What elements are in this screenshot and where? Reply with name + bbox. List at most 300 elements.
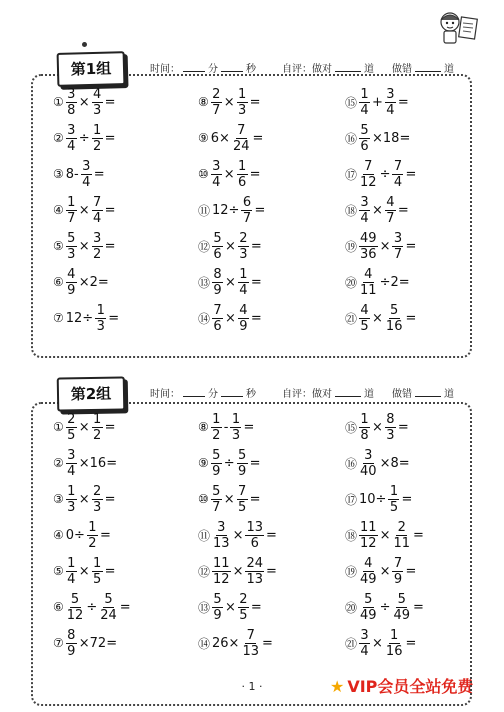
numerator: 11 xyxy=(360,519,377,535)
operator-text: ×16= xyxy=(78,455,118,471)
problem-number: ② xyxy=(53,131,64,145)
problem-item xyxy=(53,517,112,553)
operator-text: = xyxy=(104,491,116,507)
problem-number: ④ xyxy=(53,528,64,542)
operator-text: = xyxy=(104,563,116,579)
operator-text: = xyxy=(249,455,261,471)
numerator: 2 xyxy=(397,519,406,535)
page-number: · 1 · xyxy=(241,680,263,693)
operator-text: = xyxy=(104,202,116,218)
fraction xyxy=(359,304,370,333)
problem-number: ⑦ xyxy=(53,311,64,325)
operator-text: = xyxy=(104,94,116,110)
problem-number: ① xyxy=(53,95,64,109)
numerator: 5 xyxy=(212,483,221,499)
problem-item xyxy=(53,481,117,517)
operator-text: = xyxy=(405,238,417,254)
operator-text: = xyxy=(405,310,417,326)
operator-text: × xyxy=(232,563,244,579)
numerator: 1 xyxy=(238,158,247,174)
numerator: 4 xyxy=(239,302,248,318)
numerator: 13 xyxy=(246,519,264,535)
denominator: 4 xyxy=(239,282,248,298)
problem-number: ⑥ xyxy=(53,600,64,614)
problem-number: ⑨ xyxy=(198,456,209,470)
fraction xyxy=(92,88,103,117)
fraction xyxy=(66,268,77,297)
problem-item xyxy=(198,445,262,481)
exercise-group-2 xyxy=(0,372,504,672)
problem-item xyxy=(198,553,278,589)
denominator: 5 xyxy=(389,499,399,515)
fraction xyxy=(359,160,378,189)
operator-text: = xyxy=(254,202,266,218)
operator-text: × xyxy=(372,202,383,218)
numerator: 8 xyxy=(213,266,222,282)
denominator: 24 xyxy=(232,138,250,154)
operator-text: ÷ xyxy=(78,130,90,146)
operator-text: = xyxy=(250,238,262,254)
denominator: 3 xyxy=(239,246,248,262)
fraction xyxy=(212,268,223,297)
denominator: 4 xyxy=(212,174,221,190)
denominator: 40 xyxy=(360,463,377,479)
numerator: 3 xyxy=(93,230,102,246)
numerator: 3 xyxy=(67,122,76,138)
numerator: 1 xyxy=(67,194,76,210)
denominator: 9 xyxy=(238,463,247,479)
fraction xyxy=(66,413,77,442)
fraction xyxy=(66,124,77,153)
operator-text: = xyxy=(250,274,262,290)
numerator: 4 xyxy=(93,86,102,102)
problem-number: ⑩ xyxy=(198,167,209,181)
numerator: 4 xyxy=(364,266,373,282)
operator-text: 12÷ xyxy=(65,310,94,326)
operator-text: × xyxy=(372,635,383,651)
operator-text: 10÷ xyxy=(359,491,387,507)
numerator: 5 xyxy=(104,591,113,607)
numerator: 1 xyxy=(67,483,76,499)
fraction xyxy=(385,88,396,117)
operator-text: × xyxy=(78,202,90,218)
problem-item xyxy=(198,156,262,192)
blank-seconds[interactable] xyxy=(221,62,243,72)
fraction xyxy=(66,232,77,261)
problem-item xyxy=(53,409,117,445)
operator-text: + xyxy=(372,94,383,110)
fraction xyxy=(359,413,370,442)
group-title: 第1组 xyxy=(57,51,126,87)
self-eval-label: 自评：做对 xyxy=(282,64,332,75)
numerator: 4 xyxy=(360,302,369,318)
numerator: 7 xyxy=(93,194,102,210)
problem-item xyxy=(198,192,266,228)
numerator: 4 xyxy=(67,266,76,282)
operator-text: 26× xyxy=(212,635,240,651)
problem-number: ⑫ xyxy=(198,239,211,254)
denominator: 9 xyxy=(213,282,222,298)
problem-number: ⑲ xyxy=(345,239,358,254)
operator-text: = xyxy=(93,166,105,182)
denominator: 8 xyxy=(360,427,369,443)
denominator: 11 xyxy=(360,282,377,298)
operator-text: ÷2= xyxy=(379,274,410,290)
pin-icon xyxy=(82,42,87,47)
numerator: 3 xyxy=(364,447,373,463)
denominator: 4 xyxy=(393,174,403,190)
fraction xyxy=(211,485,222,514)
wrong-label: 做错 xyxy=(392,389,412,400)
problem-item xyxy=(345,300,417,336)
problem-number: ⑧ xyxy=(198,420,209,434)
problem-item xyxy=(345,84,410,120)
denominator: 4 xyxy=(67,138,76,154)
denominator: 9 xyxy=(212,463,221,479)
denominator: 3 xyxy=(93,499,102,515)
numerator: 1 xyxy=(239,266,248,282)
problem-item xyxy=(198,625,274,661)
problem-item xyxy=(198,84,262,120)
problem-number: ② xyxy=(53,456,64,470)
denominator: 9 xyxy=(213,607,222,623)
problem-item xyxy=(345,589,425,625)
blank-wrong[interactable] xyxy=(415,387,441,397)
numerator: 5 xyxy=(360,122,369,138)
operator-text: × xyxy=(223,166,235,182)
problem-item xyxy=(53,156,106,192)
problem-number: ③ xyxy=(53,492,64,506)
fraction xyxy=(237,88,248,117)
numerator: 3 xyxy=(360,627,369,643)
operator-text: 12÷ xyxy=(212,202,240,218)
problem-item xyxy=(198,517,278,553)
denominator: 3 xyxy=(386,427,395,443)
numerator: 3 xyxy=(212,158,221,174)
fraction xyxy=(232,124,251,153)
fraction xyxy=(392,521,411,550)
problem-number: ⑱ xyxy=(345,203,358,218)
numerator: 5 xyxy=(397,591,406,607)
fraction xyxy=(359,557,378,586)
fraction xyxy=(392,557,403,586)
fraction xyxy=(99,593,118,622)
fraction xyxy=(238,232,249,261)
problem-item xyxy=(345,445,411,481)
numerator: 3 xyxy=(82,158,91,174)
fraction xyxy=(237,485,248,514)
denominator: 3 xyxy=(93,102,102,118)
denominator: 2 xyxy=(212,427,221,443)
fraction xyxy=(87,521,98,550)
denominator: 4 xyxy=(360,210,369,226)
problem-number: ⑤ xyxy=(53,564,64,578)
fraction xyxy=(211,413,222,442)
denominator: 16 xyxy=(385,643,403,659)
numerator: 1 xyxy=(212,411,221,427)
problem-number: ⑪ xyxy=(198,528,211,543)
numerator: 1 xyxy=(360,411,369,427)
problem-number: ⑩ xyxy=(198,492,209,506)
problem-item xyxy=(198,228,263,264)
self-eval-label: 自评：做对 xyxy=(282,389,332,400)
fraction xyxy=(392,232,403,261)
denominator: 4 xyxy=(82,174,91,190)
numerator: 3 xyxy=(67,86,76,102)
problem-number: ⑭ xyxy=(198,311,211,326)
fraction xyxy=(359,232,378,261)
operator-text: 0÷ xyxy=(65,527,85,543)
problem-number: ⑭ xyxy=(198,636,211,651)
numerator: 7 xyxy=(213,302,222,318)
numerator: 6 xyxy=(242,194,252,210)
fraction xyxy=(385,629,404,658)
denominator: 3 xyxy=(67,499,76,515)
problem-number: ⑳ xyxy=(345,600,358,615)
denominator: 7 xyxy=(386,210,395,226)
problem-number: ⑯ xyxy=(345,456,358,471)
operator-text: = xyxy=(243,419,255,435)
blank-correct[interactable] xyxy=(335,62,361,72)
operator-text: × xyxy=(223,491,235,507)
denominator: 4 xyxy=(386,102,395,118)
fraction xyxy=(66,88,77,117)
operator-text: = xyxy=(266,527,277,543)
problem-item xyxy=(53,589,132,625)
operator-text: × xyxy=(379,563,391,579)
numerator: 1 xyxy=(390,627,399,643)
numerator: 8 xyxy=(67,627,76,643)
denominator: 49 xyxy=(360,607,377,623)
numerator: 3 xyxy=(67,447,76,463)
numerator: 1 xyxy=(93,555,102,571)
denominator: 6 xyxy=(238,174,247,190)
numerator: 1 xyxy=(389,483,399,499)
problem-item xyxy=(345,264,411,300)
operator-text: × xyxy=(372,310,383,326)
problem-number: ㉑ xyxy=(345,311,358,326)
fraction xyxy=(237,449,248,478)
operator-text: = xyxy=(249,491,261,507)
denominator: 6 xyxy=(213,246,222,262)
numerator: 2 xyxy=(212,86,221,102)
numerator: 5 xyxy=(213,591,222,607)
fraction xyxy=(359,88,370,117)
denominator: 12 xyxy=(66,607,84,623)
operator-text: × xyxy=(232,527,244,543)
operator-text: = xyxy=(266,563,277,579)
operator-text: × xyxy=(225,599,236,615)
denominator: 2 xyxy=(93,427,102,443)
denominator: 2 xyxy=(93,138,102,154)
numerator: 7 xyxy=(393,158,403,174)
denominator: 2 xyxy=(93,246,102,262)
operator-text: = xyxy=(99,527,111,543)
numerator: 7 xyxy=(238,483,247,499)
numerator: 49 xyxy=(360,230,377,246)
minutes-label: 分 xyxy=(208,64,218,75)
problem-number: ⑧ xyxy=(198,95,209,109)
operator-text: = xyxy=(104,130,116,146)
numerator: 2 xyxy=(239,230,248,246)
denominator: 3 xyxy=(96,318,105,334)
star-icon: ★ xyxy=(330,677,345,696)
operator-text: ×72= xyxy=(78,635,118,651)
denominator: 16 xyxy=(385,318,403,334)
cartoon-mascot-icon xyxy=(436,10,480,48)
operator-text: = xyxy=(104,238,116,254)
fraction xyxy=(388,485,399,514)
problem-item xyxy=(198,589,263,625)
denominator: 4 xyxy=(67,571,76,587)
denominator: 13 xyxy=(242,643,259,659)
problem-number: ① xyxy=(53,420,64,434)
problem-item xyxy=(345,625,417,661)
denominator: 3 xyxy=(67,246,76,262)
blank-minutes[interactable] xyxy=(183,387,205,397)
exercise-group-1 xyxy=(0,44,504,362)
seconds-label: 秒 xyxy=(246,64,256,75)
operator-text: ÷ xyxy=(86,599,98,615)
score-line xyxy=(150,385,454,400)
fraction xyxy=(212,521,231,550)
numerator: 3 xyxy=(393,230,403,246)
numerator: 5 xyxy=(212,447,221,463)
denominator: 49 xyxy=(393,607,411,623)
fraction xyxy=(66,196,77,225)
minutes-label: 分 xyxy=(208,389,218,400)
fraction xyxy=(92,485,103,514)
problem-number: ⑬ xyxy=(198,600,211,615)
blank-minutes[interactable] xyxy=(183,62,205,72)
fraction xyxy=(245,557,264,586)
denominator: 4 xyxy=(67,463,76,479)
numerator: 5 xyxy=(390,302,399,318)
problem-item xyxy=(345,192,410,228)
fraction xyxy=(92,232,103,261)
numerator: 8 xyxy=(386,411,395,427)
operator-text: ×18= xyxy=(372,130,411,146)
denominator: 5 xyxy=(360,318,369,334)
operator-text: = xyxy=(405,166,417,182)
denominator: 5 xyxy=(93,571,102,587)
denominator: 12 xyxy=(360,535,377,551)
numerator: 1 xyxy=(88,519,97,535)
operator-text: = xyxy=(397,202,409,218)
problem-item xyxy=(345,517,425,553)
operator-text: ÷ xyxy=(223,455,235,471)
fraction xyxy=(230,413,241,442)
problem-number: ③ xyxy=(53,167,64,181)
problem-item xyxy=(198,481,262,517)
problem-number: ⑱ xyxy=(345,528,358,543)
denominator: 36 xyxy=(360,246,377,262)
numerator: 7 xyxy=(364,158,373,174)
problem-number: ⑫ xyxy=(198,564,211,579)
operator-text: × xyxy=(78,419,90,435)
unit-label: 道 xyxy=(364,64,374,75)
fraction xyxy=(359,196,370,225)
fraction xyxy=(359,521,378,550)
problem-item xyxy=(345,228,417,264)
problem-number: ㉑ xyxy=(345,636,358,651)
numerator: 3 xyxy=(386,86,395,102)
operator-text: = xyxy=(252,130,264,146)
fraction xyxy=(66,629,77,658)
denominator: 24 xyxy=(100,607,117,623)
problem-item xyxy=(53,300,120,336)
operator-text: × xyxy=(225,310,236,326)
denominator: 5 xyxy=(67,427,76,443)
fraction xyxy=(385,196,396,225)
numerator: 3 xyxy=(360,194,369,210)
fraction xyxy=(92,124,103,153)
fraction xyxy=(241,196,252,225)
denominator: 9 xyxy=(67,643,76,659)
operator-text: × xyxy=(78,563,90,579)
denominator: 6 xyxy=(250,535,259,551)
denominator: 7 xyxy=(393,246,403,262)
operator-text: = xyxy=(405,635,417,651)
blank-correct[interactable] xyxy=(335,387,361,397)
numerator: 4 xyxy=(386,194,395,210)
seconds-label: 秒 xyxy=(246,389,256,400)
numerator: 2 xyxy=(93,483,102,499)
denominator: 4 xyxy=(93,210,102,226)
denominator: 9 xyxy=(393,571,403,587)
problem-item xyxy=(345,156,417,192)
unit-label: 道 xyxy=(364,389,374,400)
fraction xyxy=(245,521,264,550)
fraction xyxy=(66,557,77,586)
operator-text: × xyxy=(225,274,236,290)
denominator: 2 xyxy=(88,535,97,551)
unit-label: 道 xyxy=(444,64,454,75)
denominator: 7 xyxy=(212,499,221,515)
numerator: 1 xyxy=(238,86,247,102)
problem-item xyxy=(53,120,117,156)
problem-number: ④ xyxy=(53,203,64,217)
blank-wrong[interactable] xyxy=(415,62,441,72)
fraction xyxy=(392,160,403,189)
denominator: 4 xyxy=(360,643,369,659)
problem-number: ⑨ xyxy=(198,131,209,145)
fraction xyxy=(212,232,223,261)
operator-text: ×2= xyxy=(78,274,109,290)
blank-seconds[interactable] xyxy=(221,387,243,397)
fraction xyxy=(238,593,249,622)
operator-text: = xyxy=(401,491,413,507)
denominator: 12 xyxy=(360,174,377,190)
denominator: 9 xyxy=(67,282,76,298)
operator-text: ÷ xyxy=(379,166,391,182)
denominator: 12 xyxy=(213,571,230,587)
fraction xyxy=(66,485,77,514)
problem-number: ⑳ xyxy=(345,275,358,290)
operator-text: × xyxy=(223,94,235,110)
operator-text: = xyxy=(413,527,424,543)
fraction xyxy=(92,196,103,225)
numerator: 2 xyxy=(67,411,76,427)
operator-text: - xyxy=(223,419,229,435)
denominator: 9 xyxy=(239,318,248,334)
score-line xyxy=(150,60,454,75)
operator-text: = xyxy=(413,599,424,615)
denominator: 13 xyxy=(213,535,230,551)
fraction xyxy=(212,593,223,622)
numerator: 1 xyxy=(96,302,105,318)
group-title: 第2组 xyxy=(57,376,126,411)
